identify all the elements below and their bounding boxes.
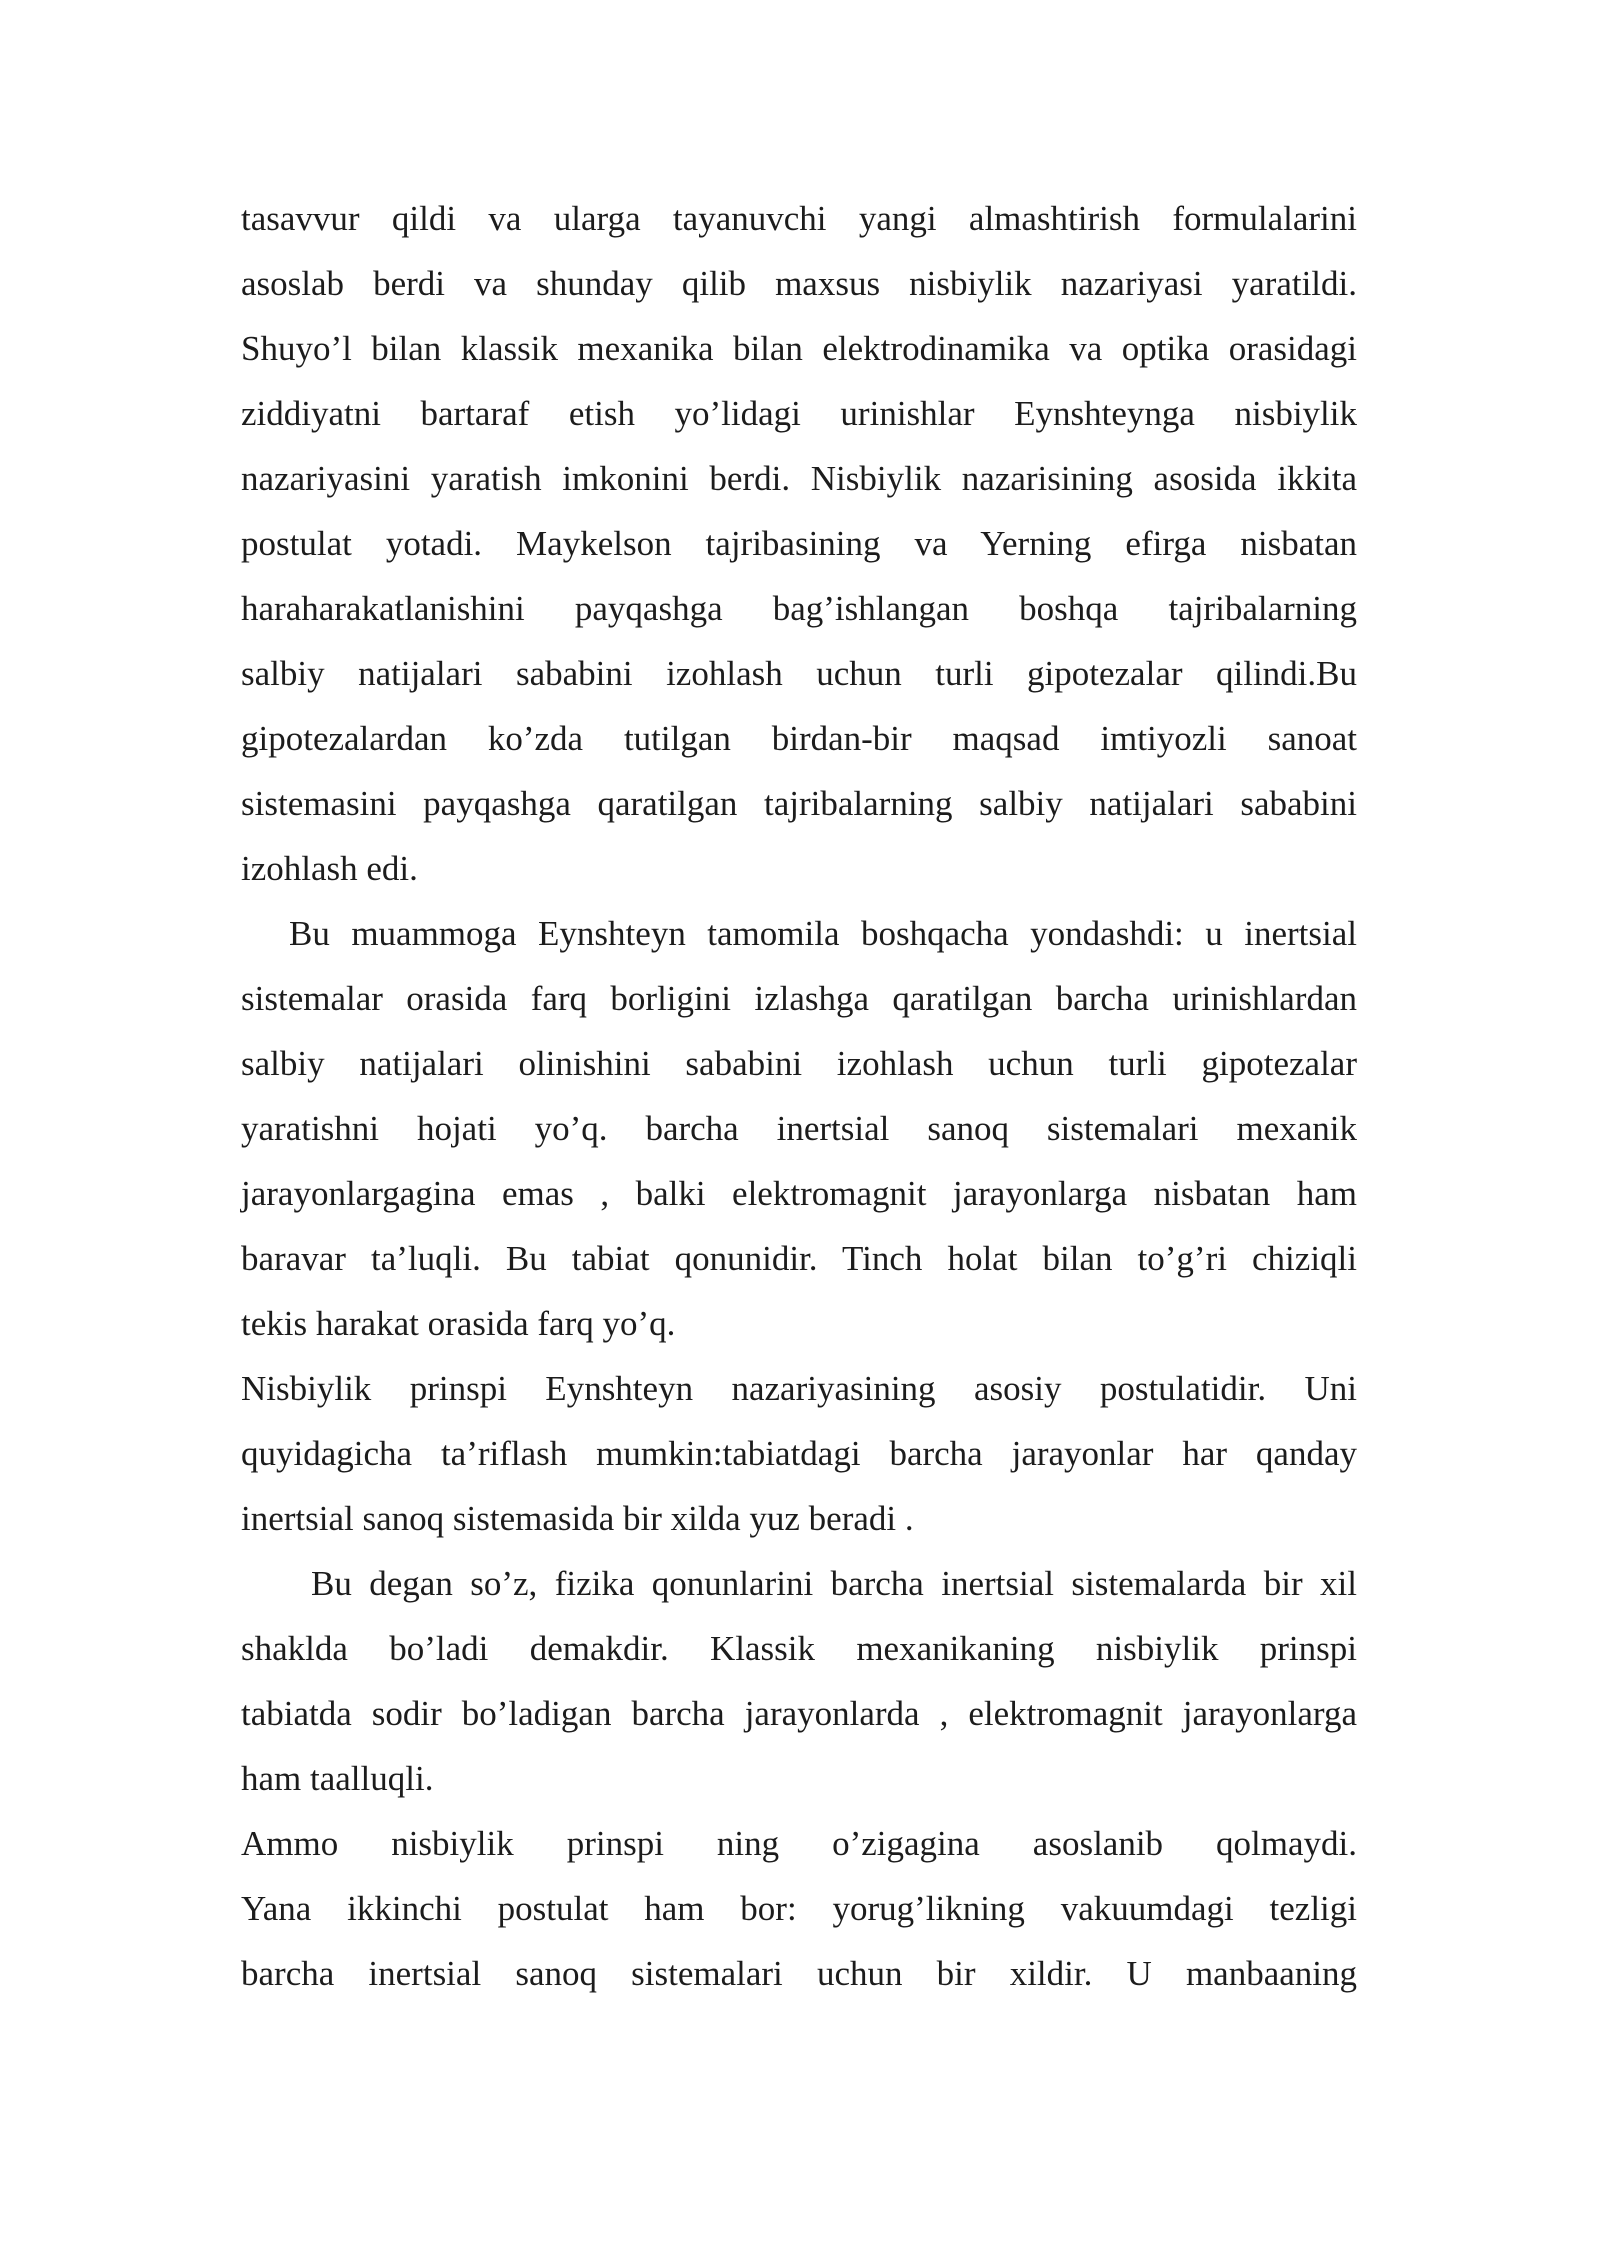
text-line: izohlash edi. — [241, 849, 418, 888]
text-line: salbiy natijalari olinishini sababini izohlash uchun turli gipotezalar — [241, 1044, 1357, 1083]
text-line: nazariyasini yaratish imkonini berdi. Nisbiylik nazarisining asosida ikkita — [241, 459, 1357, 498]
text-line: sistemalar orasida farq borligini izlashga qaratilgan barcha urinishlardan — [241, 979, 1357, 1018]
text-line: baravar ta’luqli. Bu tabiat qonunidir. Tinch holat bilan to’g’ri chiziqli — [241, 1239, 1357, 1278]
text-line: Bu muammoga Eynshteyn tamomila boshqacha yondashdi: u inertsial — [289, 914, 1357, 953]
text-line: salbiy natijalari sababini izohlash uchun turli gipotezalar qilindi.Bu — [241, 654, 1357, 693]
text-line: inertsial sanoq sistemasida bir xilda yuz beradi . — [241, 1499, 914, 1538]
text-line: Bu degan so’z, fizika qonunlarini barcha inertsial sistemalarda bir xil — [311, 1564, 1357, 1603]
text-line: asoslab berdi va shunday qilib maxsus nisbiylik nazariyasi yaratildi. — [241, 264, 1357, 303]
text-line: ham taalluqli. — [241, 1759, 434, 1798]
text-line: tabiatda sodir bo’ladigan barcha jarayonlarda , elektromagnit jarayonlarga — [241, 1694, 1357, 1733]
text-line: gipotezalardan ko’zda tutilgan birdan-bir maqsad imtiyozli sanoat — [241, 719, 1357, 758]
text-line: Nisbiylik prinspi Eynshteyn nazariyasining asosiy postulatidir. Uni — [241, 1369, 1357, 1408]
text-line: Yana ikkinchi postulat ham bor: yorug’likning vakuumdagi tezligi — [241, 1889, 1357, 1928]
text-line: tasavvur qildi va ularga tayanuvchi yangi almashtirish formulalarini — [241, 199, 1357, 238]
text-line: postulat yotadi. Maykelson tajribasining va Yerning efirga nisbatan — [241, 524, 1357, 563]
text-line: Ammo nisbiylik prinspi ning o’zigagina asoslanib qolmaydi. — [241, 1824, 1357, 1863]
text-line: tekis harakat orasida farq yo’q. — [241, 1304, 676, 1343]
text-line: ziddiyatni bartaraf etish yo’lidagi urinishlar Eynshteynga nisbiylik — [241, 394, 1357, 433]
text-line: haraharakatlanishini payqashga bag’ishlangan boshqa tajribalarning — [241, 589, 1357, 628]
body-text — [241, 186, 1357, 2006]
text-line: quyidagicha ta’riflash mumkin:tabiatdagi barcha jarayonlar har qanday — [241, 1434, 1357, 1473]
text-line: shakldа bo’ladi demakdir. Klassik mexanikaning nisbiylik prinspi — [241, 1629, 1357, 1668]
text-line: Shuyo’l bilan klassik mexanika bilan elektrodinamika va optika orasidagi — [241, 329, 1357, 368]
text-line: barcha inertsial sanoq sistemalari uchun bir xildir. U manbaaning — [241, 1954, 1357, 1993]
text-line: yaratishni hojati yo’q. barcha inertsial sanoq sistemalari mexanik — [241, 1109, 1357, 1148]
text-line: sistemasini payqashga qaratilgan tajribalarning salbiy natijalari sababini — [241, 784, 1357, 823]
text-line: jarayonlargagina emas , balki elektromagnit jarayonlarga nisbatan ham — [241, 1174, 1357, 1213]
